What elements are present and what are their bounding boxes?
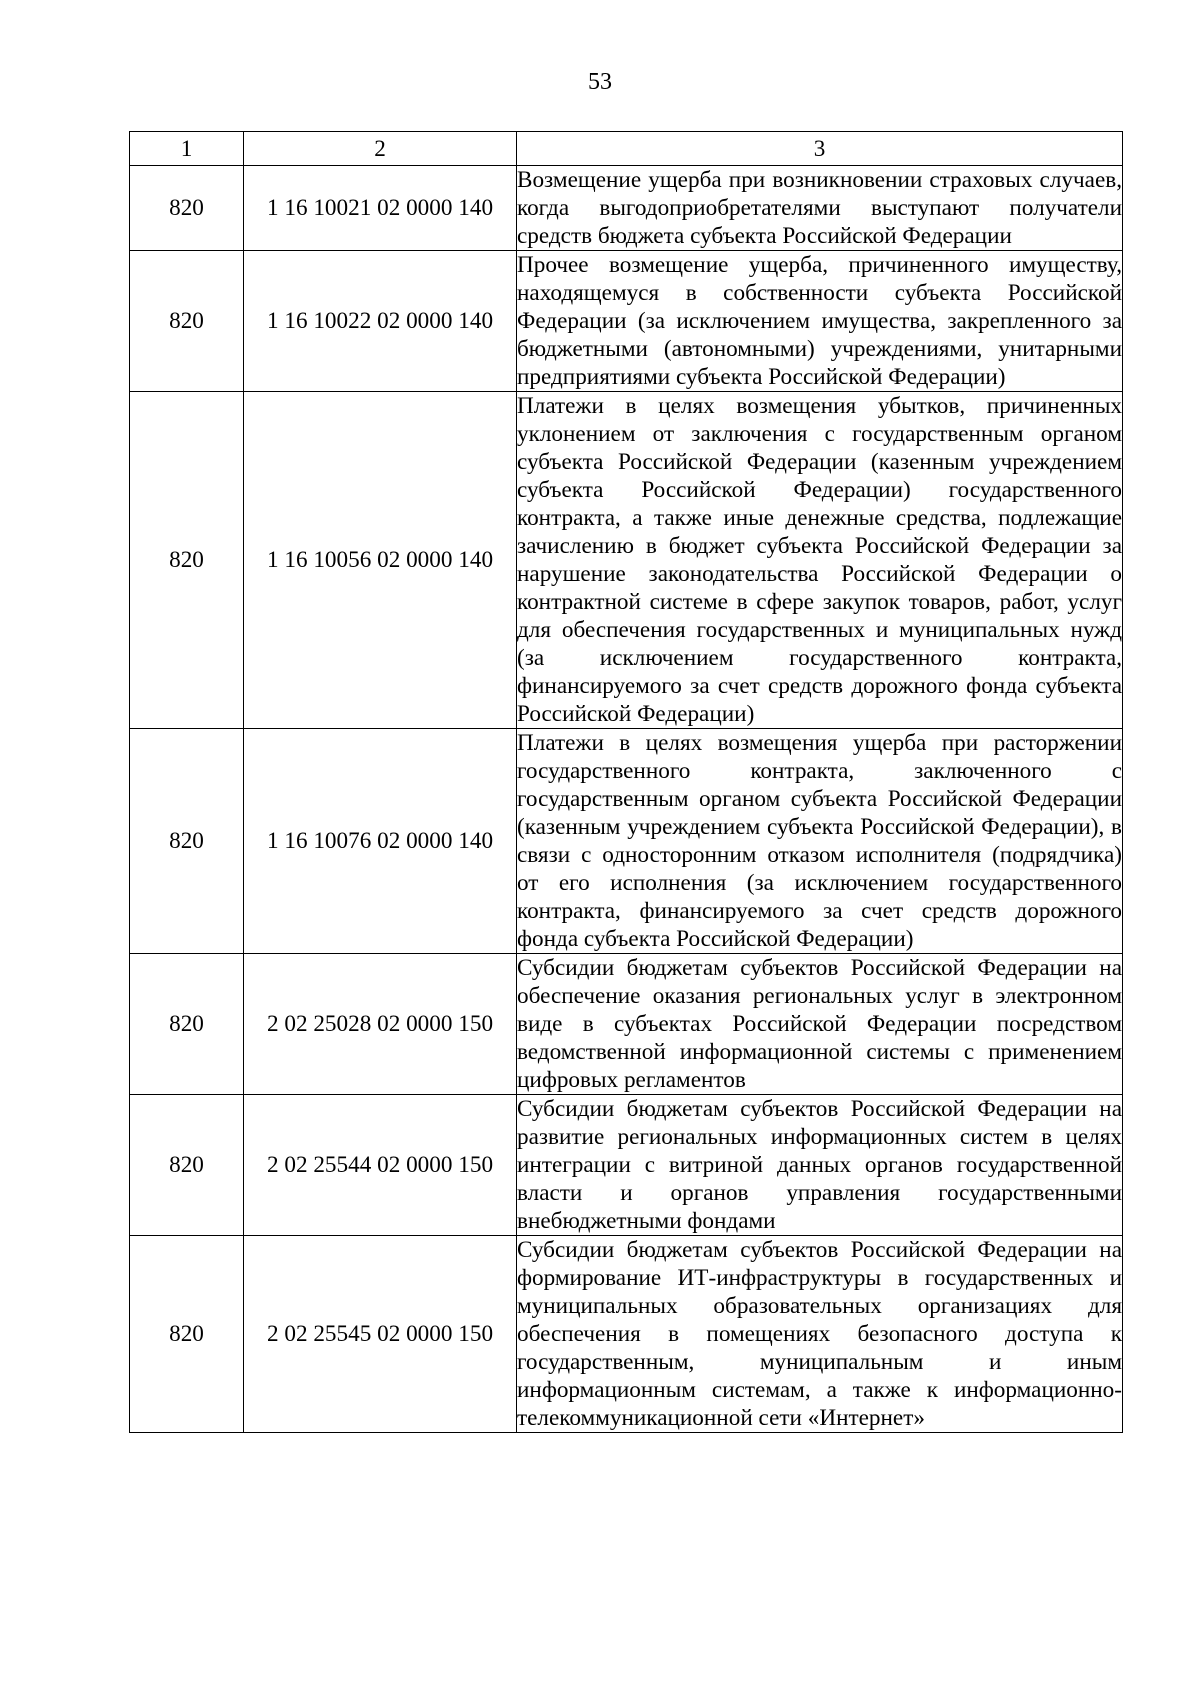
table-row xyxy=(130,392,1123,729)
description-cell: Платежи в целях возмещения убытков, причиненных уклонением от заключения с государственным органом субъекта Российской Федерации (казенным учреждением субъекта Российской Федерации) государственного контракта, а также иные денежные средства, подлежащие зачислению в бюджет субъекта Российской Федерации за нарушение законодательства Российской Федерации о контрактной системе в сфере закупок товаров, работ, услуг для обеспечения государственных и муниципальных нужд (за исключением государственного контракта, финансируемого за счет средств дорожного фонда субъекта Российской Федерации) xyxy=(517,393,1122,727)
budget-code-cell: 1 16 10022 02 0000 140 xyxy=(244,251,517,392)
description-cell: Субсидии бюджетам субъектов Российской Федерации на формирование ИТ-инфраструктуры в государственных и муниципальных образовательных организациях для обеспечения в помещениях безопасного доступа к государственным, муниципальным и иным информационным системам, а также к информационно-телекоммуникационной сети «Интернет» xyxy=(517,1237,1122,1431)
description-cell: Прочее возмещение ущерба, причиненного имуществу, находящемуся в собственности субъекта Российской Федерации (за исключением имущества, закрепленного за бюджетными (автономными) учреждениями, унитарными предприятиями субъекта Российской Федерации) xyxy=(517,252,1122,390)
table-row xyxy=(130,166,1123,251)
description-cell: Возмещение ущерба при возникновении страховых случаев, когда выгодоприобретателями выступают получатели средств бюджета субъекта Российской Федерации xyxy=(517,167,1122,249)
table-header-row xyxy=(130,132,1123,166)
admin-code-cell: 820 xyxy=(130,251,244,392)
budget-code-cell: 2 02 25028 02 0000 150 xyxy=(244,954,517,1095)
column-header-1: 1 xyxy=(130,132,244,166)
table-row xyxy=(130,1236,1123,1433)
budget-codes-table xyxy=(129,131,1123,1433)
budget-code-cell: 1 16 10076 02 0000 140 xyxy=(244,729,517,954)
description-cell: Субсидии бюджетам субъектов Российской Федерации на развитие региональных информационных систем в целях интеграции с витриной данных органов государственной власти и органов управления государственными внебюджетными фондами xyxy=(517,1096,1122,1234)
description-cell: Субсидии бюджетам субъектов Российской Федерации на обеспечение оказания региональных услуг в электронном виде в субъектах Российской Федерации посредством ведомственной информационной системы с применением цифровых регламентов xyxy=(517,955,1122,1093)
budget-code-cell: 1 16 10021 02 0000 140 xyxy=(244,166,517,251)
admin-code-cell: 820 xyxy=(130,1095,244,1236)
budget-code-cell: 2 02 25544 02 0000 150 xyxy=(244,1095,517,1236)
table-row xyxy=(130,729,1123,954)
column-header-3: 3 xyxy=(517,132,1123,166)
table-row xyxy=(130,251,1123,392)
table-row xyxy=(130,954,1123,1095)
admin-code-cell: 820 xyxy=(130,954,244,1095)
page-number: 53 xyxy=(588,69,612,95)
column-header-2: 2 xyxy=(244,132,517,166)
description-cell: Платежи в целях возмещения ущерба при расторжении государственного контракта, заключенного с государственным органом субъекта Российской Федерации (казенным учреждением субъекта Российской Федерации), в связи с односторонним отказом исполнителя (подрядчика) от его исполнения (за исключением государственного контракта, финансируемого за счет средств дорожного фонда субъекта Российской Федерации) xyxy=(517,730,1122,952)
admin-code-cell: 820 xyxy=(130,392,244,729)
budget-code-cell: 2 02 25545 02 0000 150 xyxy=(244,1236,517,1433)
budget-code-cell: 1 16 10056 02 0000 140 xyxy=(244,392,517,729)
admin-code-cell: 820 xyxy=(130,729,244,954)
admin-code-cell: 820 xyxy=(130,1236,244,1433)
table-row xyxy=(130,1095,1123,1236)
admin-code-cell: 820 xyxy=(130,166,244,251)
